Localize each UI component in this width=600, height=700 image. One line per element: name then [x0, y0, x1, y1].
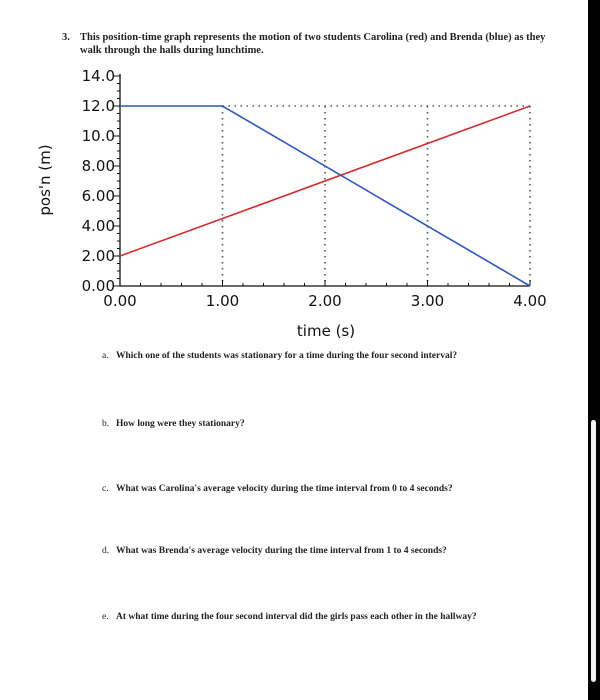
- x-tick-label: 4.00: [513, 292, 547, 310]
- x-tick-label: 3.00: [410, 292, 445, 310]
- subquestion-b: [102, 419, 245, 429]
- subquestion-text: Which one of the students was stationary for a time during the four second interval?: [116, 351, 458, 361]
- x-tick-label: 2.00: [308, 292, 342, 310]
- y-tick-label: 14.0: [81, 67, 115, 85]
- subquestion-letter: c.: [102, 484, 109, 494]
- subquestion-d: [102, 546, 447, 556]
- y-tick-label: 0.00: [81, 277, 115, 295]
- subquestion-c: [102, 484, 453, 494]
- tick-marks: [114, 76, 530, 286]
- subquestion-letter: a.: [102, 351, 109, 361]
- question-text-line2: walk through the halls during lunchtime.: [80, 45, 264, 56]
- x-tick-label: 0.00: [103, 292, 137, 310]
- y-axis-title: pos'n (m): [36, 144, 54, 216]
- x-tick-label: 1.00: [205, 292, 240, 310]
- subquestion-text: What was Carolina's average velocity during the time interval from 0 to 4 seconds?: [116, 484, 453, 494]
- tick-labels: [82, 67, 547, 310]
- y-tick-label: 6.00: [81, 187, 115, 205]
- subquestion-e: [102, 612, 477, 622]
- scrollbar[interactable]: [591, 420, 596, 682]
- subquestion-text: At what time during the four second interval did the girls pass each other in the hallway?: [116, 612, 477, 622]
- question-number: 3.: [62, 32, 70, 43]
- y-tick-label: 8.00: [81, 157, 115, 175]
- subquestion-a: [102, 351, 457, 361]
- question-text-line1: This position-time graph represents the motion of two students Carolina (red) and Brenda (blue) as they: [80, 32, 546, 43]
- subquestion-letter: d.: [102, 546, 110, 556]
- y-tick-label: 10.0: [81, 127, 115, 145]
- y-tick-label: 12.0: [81, 97, 115, 115]
- x-axis-title: time (s): [296, 322, 356, 340]
- y-tick-label: 2.00: [81, 247, 115, 265]
- subquestion-text: How long were they stationary?: [116, 419, 245, 429]
- subquestion-letter: e.: [102, 612, 109, 622]
- y-tick-label: 4.00: [81, 217, 115, 235]
- subquestion-letter: b.: [102, 419, 110, 429]
- position-time-chart: [0, 0, 588, 345]
- subquestion-text: What was Brenda's average velocity during the time interval from 1 to 4 seconds?: [116, 546, 447, 556]
